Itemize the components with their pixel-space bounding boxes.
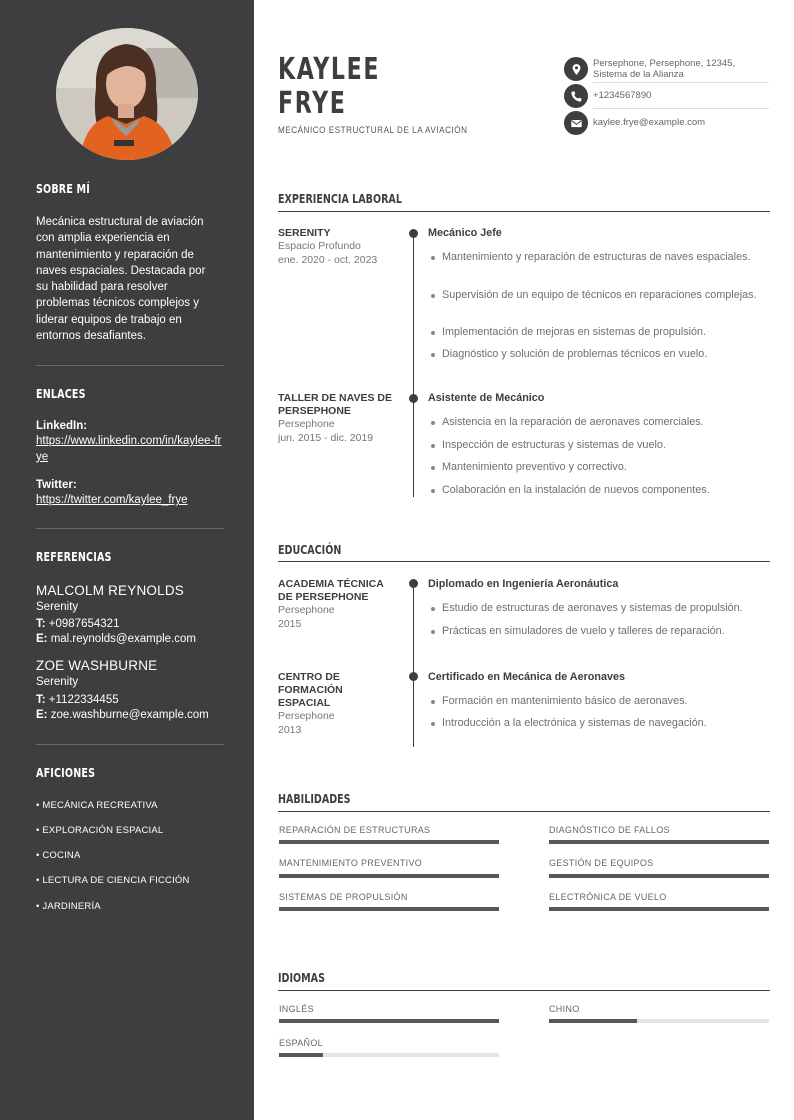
skill-bar-fill	[549, 907, 769, 911]
skill-label: ELECTRÓNICA DE VUELO	[549, 892, 667, 902]
timeline-line	[413, 233, 414, 497]
phone-label: T:	[36, 694, 46, 706]
hobby-item: • MECÁNICA RECREATIVA	[36, 800, 158, 811]
employment-dates: ene. 2020 - oct. 2023	[278, 254, 378, 266]
skill-bar-fill	[279, 840, 499, 844]
reference-name: ZOE WASHBURNE	[36, 658, 158, 673]
skill-label: DIAGNÓSTICO DE FALLOS	[549, 825, 670, 835]
timeline-dot	[409, 229, 418, 238]
skill-bar	[279, 907, 499, 911]
job-duty: Inspección de estructuras y sistemas de vuelo.	[442, 438, 772, 453]
language-label: INGLÉS	[279, 1004, 314, 1014]
skill-label: MANTENIMIENTO PREVENTIVO	[279, 858, 423, 868]
reference-phone	[36, 618, 119, 630]
section-rule	[278, 211, 770, 212]
divider	[36, 744, 224, 745]
hobby-item: • EXPLORACIÓN ESPACIAL	[36, 825, 164, 836]
language-bar	[279, 1053, 499, 1057]
email-value: mal.reynolds@example.com	[50, 633, 196, 645]
section-rule	[278, 990, 770, 991]
experience-heading: EXPERIENCIA LABORAL	[278, 191, 402, 206]
employer-location: Espacio Profundo	[278, 240, 361, 252]
last-name: FRYE	[278, 86, 347, 121]
job-duty: Mantenimiento y reparación de estructuras de naves espaciales.	[442, 250, 772, 265]
education-heading: EDUCACIÓN	[278, 542, 342, 557]
job-role: Mecánico Jefe	[428, 227, 502, 239]
linkedin-label: LinkedIn:	[36, 420, 88, 432]
language-bar-fill	[549, 1019, 637, 1023]
divider	[593, 108, 769, 109]
references-heading: REFERENCIAS	[36, 549, 112, 564]
divider	[36, 528, 224, 529]
email-value: zoe.washburne@example.com	[50, 709, 209, 721]
twitter-link[interactable]: https://twitter.com/kaylee_frye	[36, 494, 188, 506]
hobby-item: • LECTURA DE CIENCIA FICCIÓN	[36, 875, 190, 886]
skill-label: GESTIÓN DE EQUIPOS	[549, 858, 654, 868]
job-duty: Colaboración en la instalación de nuevos componentes.	[442, 483, 772, 498]
language-bar	[549, 1019, 769, 1023]
reference-email	[36, 633, 196, 645]
degree-name: Certificado en Mecánica de Aeronaves	[428, 671, 626, 683]
email-label: E:	[36, 633, 48, 645]
degree-name: Diplomado en Ingeniería Aeronáutica	[428, 578, 619, 590]
study-dates: 2013	[278, 724, 302, 736]
divider	[593, 82, 769, 83]
hobbies-heading: AFICIONES	[36, 765, 96, 780]
job-duty: Asistencia en la reparación de aeronaves comerciales.	[442, 415, 772, 430]
contact-phone: +1234567890	[593, 90, 652, 101]
linkedin-link[interactable]: https://www.linkedin.com/in/kaylee-frye	[36, 435, 222, 463]
about-heading: SOBRE MÍ	[36, 181, 90, 196]
reference-email	[36, 709, 209, 721]
language-label: CHINO	[549, 1004, 580, 1014]
employer-name: TALLER DE NAVES DE PERSEPHONE	[278, 392, 392, 417]
job-duty: Supervisión de un equipo de técnicos en reparaciones complejas.	[442, 288, 772, 303]
language-label: ESPAÑOL	[279, 1038, 323, 1048]
job-duty: Mantenimiento preventivo y correctivo.	[442, 460, 772, 475]
divider	[36, 365, 224, 366]
about-text: Mecánica estructural de aviación con amplia experiencia en mantenimiento y reparación de naves espaciales. Destacada por su habilidad para resolver problemas técnicos complejos y liderar equipos de trabajo en entornos desafiantes.	[36, 216, 206, 343]
timeline-line	[413, 583, 414, 747]
school-name: ACADEMIA TÉCNICA DE PERSEPHONE	[278, 578, 384, 603]
languages-heading: IDIOMAS	[278, 970, 325, 985]
skill-bar-fill	[279, 874, 499, 878]
section-rule	[278, 811, 770, 812]
skill-bar	[549, 907, 769, 911]
email-label: E:	[36, 709, 48, 721]
skill-bar	[549, 874, 769, 878]
employer-location: Persephone	[278, 418, 335, 430]
employer-name: SERENITY	[278, 227, 331, 239]
skill-bar	[549, 840, 769, 844]
reference-company: Serenity	[36, 601, 79, 613]
job-role: Asistente de Mecánico	[428, 392, 545, 404]
map-pin-icon	[564, 57, 588, 81]
contact-address: Persephone, Persephone, 12345, Sistema de la Alianza	[593, 58, 736, 80]
study-detail: Estudio de estructuras de aeronaves y sistemas de propulsión.	[442, 601, 772, 616]
timeline-dot	[409, 672, 418, 681]
study-detail: Prácticas en simuladores de vuelo y talleres de reparación.	[442, 624, 772, 639]
hobby-item: • COCINA	[36, 850, 81, 861]
contact-email: kaylee.frye@example.com	[593, 117, 706, 128]
links-heading: ENLACES	[36, 386, 86, 401]
study-dates: 2015	[278, 618, 302, 630]
school-location: Persephone	[278, 604, 335, 616]
skill-bar-fill	[549, 874, 769, 878]
skill-bar-fill	[549, 840, 769, 844]
job-title: MECÁNICO ESTRUCTURAL DE LA AVIACIÓN	[278, 125, 468, 135]
job-duty: Diagnóstico y solución de problemas técnicos en vuelo.	[442, 347, 772, 362]
section-rule	[278, 561, 770, 562]
twitter-label: Twitter:	[36, 479, 77, 491]
phone-value: +1122334455	[48, 694, 119, 706]
skill-bar	[279, 840, 499, 844]
phone-label: T:	[36, 618, 46, 630]
skill-label: REPARACIÓN DE ESTRUCTURAS	[279, 825, 431, 835]
reference-phone	[36, 694, 119, 706]
reference-name: MALCOLM REYNOLDS	[36, 583, 184, 598]
skill-label: SISTEMAS DE PROPULSIÓN	[279, 892, 408, 902]
employment-dates: jun. 2015 - dic. 2019	[278, 432, 374, 444]
skill-bar	[279, 874, 499, 878]
language-bar	[279, 1019, 499, 1023]
first-name: KAYLEE	[278, 52, 381, 87]
skill-bar-fill	[279, 907, 499, 911]
phone-icon	[564, 84, 588, 108]
hobby-item: • JARDINERÍA	[36, 901, 101, 912]
timeline-dot	[409, 579, 418, 588]
school-location: Persephone	[278, 710, 335, 722]
language-bar-fill	[279, 1019, 499, 1023]
timeline-dot	[409, 394, 418, 403]
sidebar	[0, 0, 254, 1120]
phone-value: +0987654321	[48, 618, 120, 630]
school-name: CENTRO DE FORMACIÓN ESPACIAL	[278, 671, 343, 709]
profile-photo	[56, 28, 198, 160]
reference-company: Serenity	[36, 676, 79, 688]
study-detail: Introducción a la electrónica y sistemas de navegación.	[442, 716, 772, 731]
skills-heading: HABILIDADES	[278, 791, 351, 806]
job-duty: Implementación de mejoras en sistemas de propulsión.	[442, 325, 772, 340]
study-detail: Formación en mantenimiento básico de aeronaves.	[442, 694, 772, 709]
language-bar-fill	[279, 1053, 323, 1057]
envelope-icon	[564, 111, 588, 135]
